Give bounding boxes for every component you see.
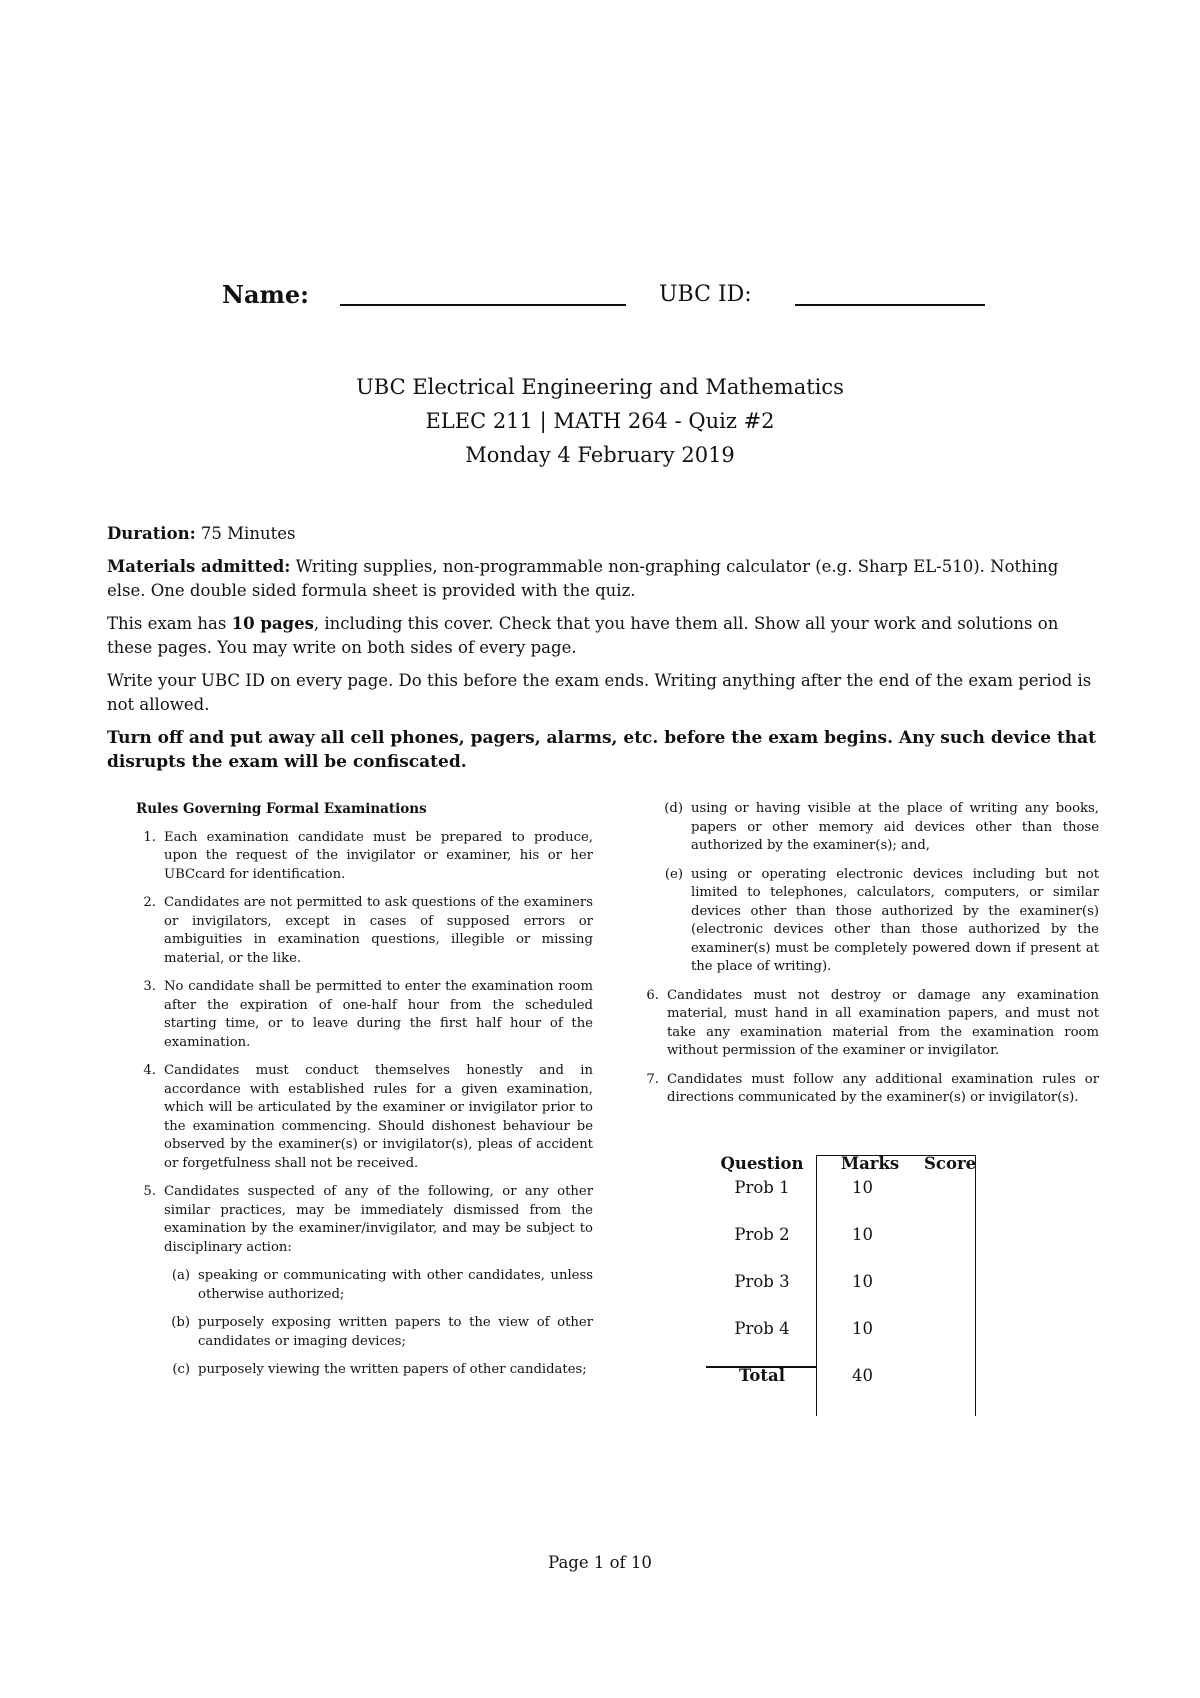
duration-label: Duration: (107, 524, 196, 543)
rule-text: Candidates must follow any additional examination rules or directions communicated by the examiner(s) or invigilator(s). (667, 1071, 1099, 1105)
header-question: Question (720, 1154, 804, 1173)
rule-text: Candidates suspected of any of the following, or any other similar practices, may be immediately dismissed from the examination by the examiner/invigilator, and may be subject to disciplinary action: (164, 1184, 593, 1255)
page-number: Page 1 of 10 (548, 1553, 652, 1572)
sub-rule-item (633, 800, 1099, 856)
table-row (708, 1225, 1002, 1272)
score-cell[interactable] (924, 1272, 1002, 1319)
rule-item (633, 1071, 1099, 1108)
marks-cell: 10 (852, 1178, 873, 1197)
rule-item (633, 987, 1099, 1061)
sub-rule-text: purposely viewing the written papers of other candidates; (198, 1362, 587, 1377)
instructions (107, 522, 1101, 783)
materials-value: Writing supplies, non-programmable non-graphing calculator (e.g. Sharp EL-510). Nothing else. One double sided formula sheet is provided with the quiz. (107, 557, 1059, 600)
sub-rule-letter: (b) (171, 1315, 190, 1330)
course-title: ELEC 211 | MATH 264 - Quiz #2 (425, 409, 775, 433)
total-label: Total (739, 1366, 785, 1385)
table-header-row (708, 1154, 1002, 1178)
score-cell[interactable] (924, 1319, 1002, 1366)
ubc-id-label: UBC ID: (659, 282, 752, 307)
sub-rule-text: purposely exposing written papers to the view of other candidates or imaging devices; (198, 1315, 593, 1349)
rule-number: 7. (646, 1071, 659, 1087)
name-field[interactable] (340, 304, 626, 306)
question-cell: Prob 3 (734, 1272, 790, 1291)
header-marks: Marks (840, 1154, 900, 1173)
rule-text: No candidate shall be permitted to enter the examination room after the expiration of one-half hour from the scheduled starting time, or to leave during the first half hour of the examination. (164, 979, 593, 1050)
rule-text: Each examination candidate must be prepared to produce, upon the request of the invigilator or examiner, his or her UBCcard for identification. (164, 829, 593, 882)
name-label: Name: (222, 280, 310, 309)
sub-rule-text: using or operating electronic devices including but not limited to telephones, calculators, computers, or similar devices other than those authorized by the examiner(s) (electronic devices other than those authorized by the examiner(s) must be completely powered down if present at the place of writing). (691, 866, 1099, 974)
marks-cell: 10 (852, 1319, 873, 1338)
table-total-row (708, 1366, 1002, 1413)
rule-number: 4. (143, 1063, 156, 1078)
sub-rule-item (130, 1314, 593, 1351)
table-row (708, 1319, 1002, 1366)
rules-heading: Rules Governing Formal Examinations (136, 801, 427, 817)
sub-rule-letter: (a) (171, 1268, 190, 1283)
total-score[interactable] (924, 1366, 1002, 1413)
marks-cell: 10 (852, 1225, 873, 1244)
score-cell[interactable] (924, 1178, 1002, 1225)
pages-count: 10 pages (231, 614, 314, 633)
ubc-id-field[interactable] (795, 304, 985, 306)
rule-item (130, 1183, 593, 1257)
rules-left-column (130, 800, 593, 1390)
exam-date: Monday 4 February 2019 (465, 443, 735, 467)
rule-item (130, 978, 593, 1052)
sub-rule-letter: (d) (664, 801, 683, 816)
question-cell: Prob 1 (734, 1178, 790, 1197)
sub-rule-item (130, 1267, 593, 1304)
pages-text-pre: This exam has (107, 614, 232, 633)
table-row (708, 1272, 1002, 1319)
header-score: Score (924, 1154, 977, 1173)
rule-number: 6. (646, 987, 659, 1003)
sub-rule-letter: (c) (172, 1362, 190, 1377)
pages-text-post: , including this cover. Check that you have them all. Show all your work and solutions on these pages. You may write on both sides of every page. (107, 614, 1059, 657)
rules-right-column (633, 800, 1099, 1118)
table-row (708, 1178, 1002, 1225)
rule-text: Candidates must conduct themselves honestly and in accordance with established rules for a given examination, which will be articulated by the examiner or invigilator prior to the examination commencing. Should dishonest behaviour be observed by the examiner(s) or invigilator(s), pleas of accident or forgetfulness shall not be received. (164, 1063, 593, 1171)
rule-number: 3. (143, 979, 156, 994)
sub-rule-text: using or having visible at the place of writing any books, papers or other memory aid devices other than those authorized by the examiner(s); and, (691, 801, 1099, 853)
sub-rule-letter: (e) (664, 866, 683, 882)
sub-rule-item (633, 866, 1099, 977)
devices-warning: Turn off and put away all cell phones, pagers, alarms, etc. before the exam begins. Any such device that disrupts the exam will be confiscated. (107, 728, 1097, 772)
score-table (708, 1154, 1002, 1413)
marks-cell: 10 (852, 1272, 873, 1291)
rule-number: 5. (143, 1184, 156, 1199)
rule-item (130, 1062, 593, 1173)
rule-text: Candidates are not permitted to ask questions of the examiners or invigilators, except in cases of supposed errors or ambiguities in examination questions, illegible or missing material, or the like. (164, 895, 593, 966)
pages-paragraph (107, 612, 1101, 660)
rule-item (130, 894, 593, 968)
score-cell[interactable] (924, 1225, 1002, 1272)
ubc-id-paragraph: Write your UBC ID on every page. Do this before the exam ends. Writing anything after the end of the exam period is not allowed. (107, 671, 1092, 714)
rule-number: 2. (143, 895, 156, 910)
rule-text: Candidates must not destroy or damage any examination material, must hand in all examination papers, and must not take any examination material from the examination room without permission of the examiner or invigilator. (667, 987, 1099, 1058)
exam-title-block (0, 370, 1200, 472)
duration-value: 75 Minutes (195, 524, 296, 543)
institution-title: UBC Electrical Engineering and Mathematics (356, 375, 844, 399)
sub-rule-text: speaking or communicating with other candidates, unless otherwise authorized; (198, 1268, 593, 1302)
question-cell: Prob 4 (734, 1319, 790, 1338)
total-marks: 40 (852, 1366, 873, 1385)
materials-label: Materials admitted: (107, 557, 291, 576)
rule-number: 1. (143, 829, 156, 845)
materials-paragraph (107, 555, 1101, 603)
rule-item (130, 829, 593, 885)
duration-paragraph (107, 522, 1101, 546)
sub-rule-item (130, 1361, 593, 1380)
question-cell: Prob 2 (734, 1225, 790, 1244)
